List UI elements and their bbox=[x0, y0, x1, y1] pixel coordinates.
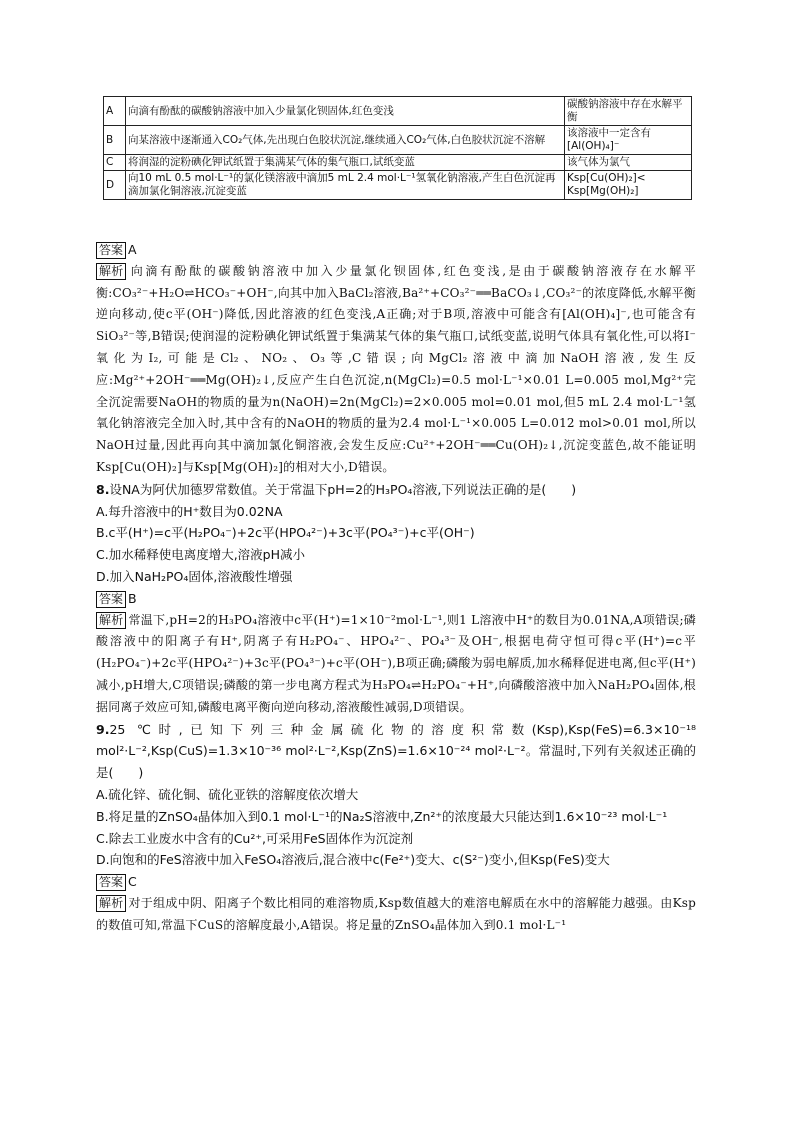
options-table bbox=[103, 96, 692, 200]
analysis-tag: 解析 bbox=[96, 895, 126, 912]
q8-option-c: C.加水稀释使电离度增大,溶液pH减小 bbox=[96, 547, 306, 563]
row-conclusion: 该气体为氯气 bbox=[565, 155, 692, 171]
q9-analysis bbox=[96, 893, 696, 937]
analysis-tag: 解析 bbox=[96, 612, 126, 629]
q8-option-b: B.c平(H⁺)=c平(H₂PO₄⁻)+2c平(HPO₄²⁻)+3c平(PO₄³⁻)+c平(OH⁻) bbox=[96, 525, 475, 541]
table-row bbox=[104, 126, 692, 155]
q8-option-d: D.加入NaH₂PO₄固体,溶液酸性增强 bbox=[96, 568, 293, 584]
q9-option-c: C.除去工业废水中含有的Cu²⁺,可采用FeS固体作为沉淀剂 bbox=[96, 830, 414, 846]
row-operation: 向某溶液中逐渐通入CO₂气体,先出现白色胶状沉淀,继续通入CO₂气体,白色胶状沉淀不溶解 bbox=[126, 126, 565, 155]
row-letter: A bbox=[104, 97, 126, 126]
row-conclusion: 碳酸钠溶液中存在水解平衡 bbox=[565, 97, 692, 126]
q8-answer bbox=[96, 588, 696, 610]
row-conclusion: 该溶液中一定含有[Al(OH)₄]⁻ bbox=[565, 126, 692, 155]
analysis-tag: 解析 bbox=[96, 263, 126, 280]
row-operation: 向滴有酚酞的碳酸钠溶液中加入少量氯化钡固体,红色变浅 bbox=[126, 97, 565, 126]
content bbox=[96, 239, 696, 937]
analysis-text: 向滴有酚酞的碳酸钠溶液中加入少量氯化钡固体,红色变浅,是由于碳酸钠溶液存在水解平衡:CO₃²⁻+H₂O⇌HCO₃⁻+OH⁻,向其中加入BaCl₂溶液,Ba²⁺+CO₃²⁻══BaCO₃↓,CO₃²⁻的浓度降低,水解平衡逆向移动,使c平(OH⁻)降低,因此溶液的红色变浅,A正确;对于B项,溶液中可能含有[Al(OH)₄]⁻,也可能含有SiO₃²⁻等,B错误;使润湿的淀粉碘化钾试纸置于集满某气体的集气瓶口,试纸变蓝,说明气体具有氧化性,可以将I⁻氧化为I₂,可能是Cl₂、NO₂、O₃等,C错误;向MgCl₂溶液中滴加NaOH溶液,发生反应:Mg²⁺+2OH⁻══Mg(OH)₂↓,反应产生白色沉淀,n(MgCl₂)=0.5 mol·L⁻¹×0.01 L=0.005 mol,Mg²⁺完全沉淀需要NaOH的物质的量为n(NaOH)=2n(MgCl₂)=2×0.005 mol=0.01 mol,但5 mL 2.4 mol·L⁻¹氢氧化钠溶液完全加入时,其中含有的NaOH的物质的量为2.4 mol·L⁻¹×0.005 L=0.012 mol>0.01 mol,所以NaOH过量,因此再向其中滴加氯化铜溶液,会发生反应:Cu²⁺+2OH⁻══Cu(OH)₂↓,沉淀变蓝色,故不能证明Ksp[Cu(OH)₂]与Ksp[Mg(OH)₂]的相对大小,D错误。 bbox=[96, 263, 696, 474]
question-number: 8. bbox=[96, 481, 110, 497]
q9-option-b: B.将足量的ZnSO₄晶体加入到0.1 mol·L⁻¹的Na₂S溶液中,Zn²⁺的浓度最大只能达到1.6×10⁻²³ mol·L⁻¹ bbox=[96, 808, 668, 824]
q8-option-a: A.每升溶液中的H⁺数目为0.02NA bbox=[96, 503, 283, 519]
q9-stem bbox=[96, 719, 696, 784]
question-text: 设NA为阿伏加德罗常数值。关于常温下pH=2的H₃PO₄溶液,下列说法正确的是( ) bbox=[109, 481, 577, 497]
answer-tag: 答案 bbox=[96, 591, 126, 608]
q8-stem bbox=[96, 479, 696, 501]
answer-value: B bbox=[128, 590, 137, 606]
row-letter: D bbox=[104, 171, 126, 200]
table-row bbox=[104, 155, 692, 171]
row-operation: 将润湿的淀粉碘化钾试纸置于集满某气体的集气瓶口,试纸变蓝 bbox=[126, 155, 565, 171]
q7-analysis bbox=[96, 261, 696, 479]
answer-value: A bbox=[128, 242, 137, 257]
answer-tag: 答案 bbox=[96, 242, 126, 259]
question-text: 25 ℃时,已知下列三种金属硫化物的溶度积常数(Ksp),Ksp(FeS)=6.3×10⁻¹⁸ mol²·L⁻²,Ksp(CuS)=1.3×10⁻³⁶ mol²·L⁻²,Ksp(ZnS)=1.6×10⁻²⁴ mol²·L⁻²。常温时,下列有关叙述正确的是( ) bbox=[96, 721, 696, 781]
row-operation: 向10 mL 0.5 mol·L⁻¹的氯化镁溶液中滴加5 mL 2.4 mol·L⁻¹氢氧化钠溶液,产生白色沉淀再滴加氯化铜溶液,沉淀变蓝 bbox=[126, 171, 565, 200]
table-row bbox=[104, 171, 692, 200]
row-letter: B bbox=[104, 126, 126, 155]
q7-answer bbox=[96, 239, 696, 261]
answer-tag: 答案 bbox=[96, 874, 126, 891]
row-conclusion: Ksp[Cu(OH)₂]< Ksp[Mg(OH)₂] bbox=[565, 171, 692, 200]
table-row bbox=[104, 97, 692, 126]
q9-answer bbox=[96, 871, 696, 893]
q8-analysis bbox=[96, 610, 696, 719]
row-letter: C bbox=[104, 155, 126, 171]
question-number: 9. bbox=[96, 721, 110, 737]
analysis-text: 对于组成中阴、阳离子个数比相同的难溶物质,Ksp数值越大的难溶电解质在水中的溶解能力越强。由Ksp的数值可知,常温下CuS的溶解度最小,A错误。将足量的ZnSO₄晶体加入到0.1 mol·L⁻¹ bbox=[96, 895, 696, 932]
q9-option-d: D.向饱和的FeS溶液中加入FeSO₄溶液后,混合液中c(Fe²⁺)变大、c(S²⁻)变小,但Ksp(FeS)变大 bbox=[96, 852, 610, 868]
answer-value: C bbox=[128, 874, 137, 890]
analysis-text: 常温下,pH=2的H₃PO₄溶液中c平(H⁺)=1×10⁻²mol·L⁻¹,则1 L溶液中H⁺的数目为0.01NA,A项错误;磷酸溶液中的阳离子有H⁺,阴离子有H₂PO₄⁻、HPO₄²⁻、PO₄³⁻及OH⁻,根据电荷守恒可得c平(H⁺)=c平(H₂PO₄⁻)+2c平(HPO₄²⁻)+3c平(PO₄³⁻)+c平(OH⁻),B项正确;磷酸为弱电解质,加水稀释促进电离,但c平(H⁺)减小,pH增大,C项错误;磷酸的第一步电离方程式为H₃PO₄⇌H₂PO₄⁻+H⁺,向磷酸溶液中加入NaH₂PO₄固体,根据同离子效应可知,磷酸电离平衡向逆向移动,溶液酸性减弱,D项错误。 bbox=[96, 612, 696, 714]
q9-option-a: A.硫化锌、硫化铜、硫化亚铁的溶解度依次增大 bbox=[96, 786, 359, 802]
